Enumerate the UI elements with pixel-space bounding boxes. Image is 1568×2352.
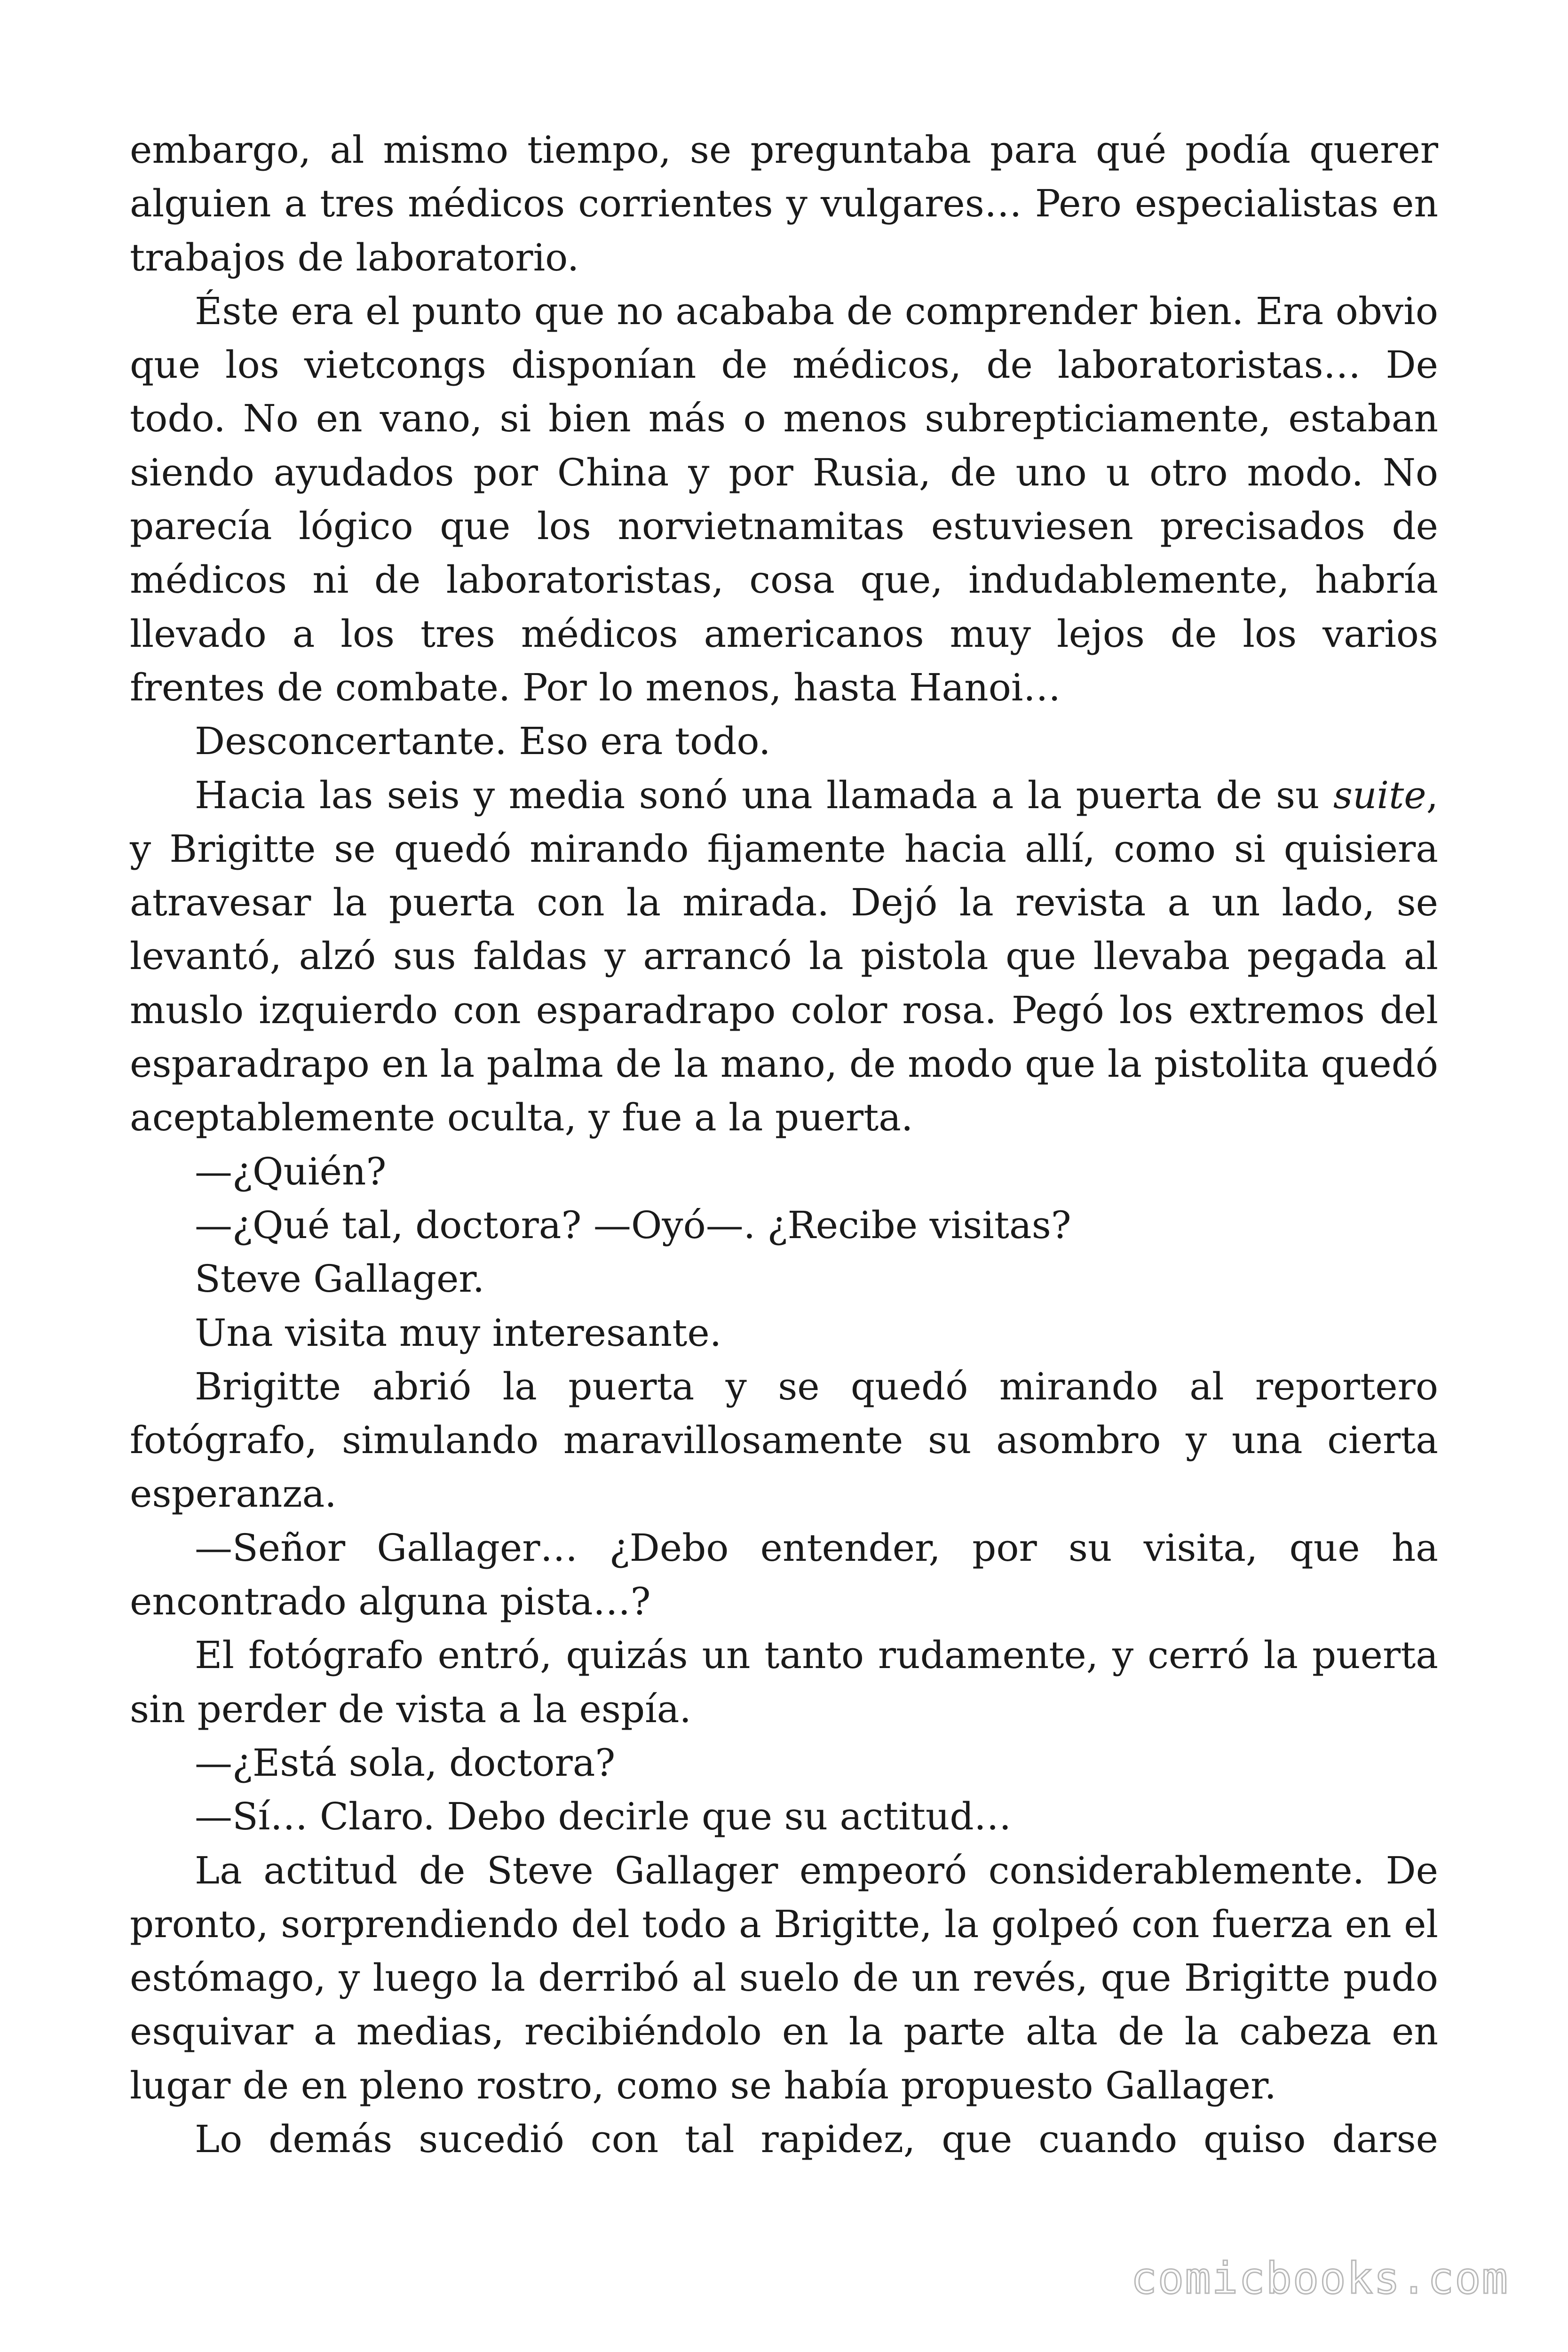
italic-word: suite bbox=[1333, 773, 1426, 817]
paragraph-text-after: , y Brigitte se quedó mirando fijamente hacia allí, como si quisiera atravesar la puerta con la mirada. Dejó la revista a un lado, se levantó, alzó sus faldas y arrancó la pistola que llevaba pegada al muslo izquierdo con esparadrapo color rosa. Pegó los extremos del esparadrapo en la palma de la mano, de modo que la pistolita quedó aceptablemente oculta, y fue a la puerta. bbox=[130, 773, 1438, 1140]
paragraph: Una visita muy interesante. bbox=[195, 1311, 722, 1355]
paragraph: embargo, al mismo tiempo, se preguntaba para qué podía querer alguien a tres médicos corrientes y vulgares… Pero especialistas en trabajos de laboratorio. bbox=[130, 128, 1438, 279]
paragraph: La actitud de Steve Gallager empeoró considerablemente. De pronto, sorprendiendo del todo a Brigitte, la golpeó con fuerza en el estómago, y luego la derribó al suelo de un revés, que Brigitte pudo esquivar a medias, recibiéndolo en la parte alta de la cabeza en lugar de en pleno rostro, como se había propuesto Gallager. bbox=[130, 1848, 1438, 2107]
watermark-logo: comicbooks.com bbox=[1131, 2253, 1509, 2304]
paragraph bbox=[130, 769, 1438, 1145]
dialogue-line: —¿Quién? bbox=[195, 1149, 387, 1193]
dialogue-line: —Sí… Claro. Debo decirle que su actitud… bbox=[195, 1795, 1012, 1839]
paragraph: El fotógrafo entró, quizás un tanto rudamente, y cerró la puerta sin perder de vista a la espía. bbox=[130, 1633, 1438, 1731]
dialogue-line: —¿Está sola, doctora? bbox=[195, 1740, 616, 1785]
paragraph: Lo demás sucedió con tal rapidez, que cuando quiso darse bbox=[195, 2117, 1438, 2161]
paragraph: Steve Gallager. bbox=[195, 1257, 485, 1301]
paragraph: Desconcertante. Eso era todo. bbox=[195, 719, 771, 763]
dialogue-line: —Señor Gallager… ¿Debo entender, por su visita, que ha encontrado alguna pista…? bbox=[130, 1526, 1438, 1624]
body-text bbox=[130, 123, 1438, 2166]
paragraph: Brigitte abrió la puerta y se quedó mirando al reportero fotógrafo, simulando maravillosamente su asombro y una cierta esperanza. bbox=[130, 1364, 1438, 1516]
dialogue-line: —¿Qué tal, doctora? —Oyó—. ¿Recibe visitas? bbox=[195, 1203, 1071, 1247]
paragraph: Éste era el punto que no acababa de comprender bien. Era obvio que los vietcongs disponían de médicos, de laboratoristas… De todo. No en vano, si bien más o menos subrepticiamente, estaban siendo ayudados por China y por Rusia, de uno u otro modo. No parecía lógico que los norvietnamitas estuviesen precisados de médicos ni de laboratoristas, cosa que, indudablemente, habría llevado a los tres médicos americanos muy lejos de los varios frentes de combate. Por lo menos, hasta Hanoi… bbox=[130, 289, 1438, 709]
paragraph-text-before: Hacia las seis y media sonó una llamada a la puerta de su bbox=[195, 773, 1333, 817]
